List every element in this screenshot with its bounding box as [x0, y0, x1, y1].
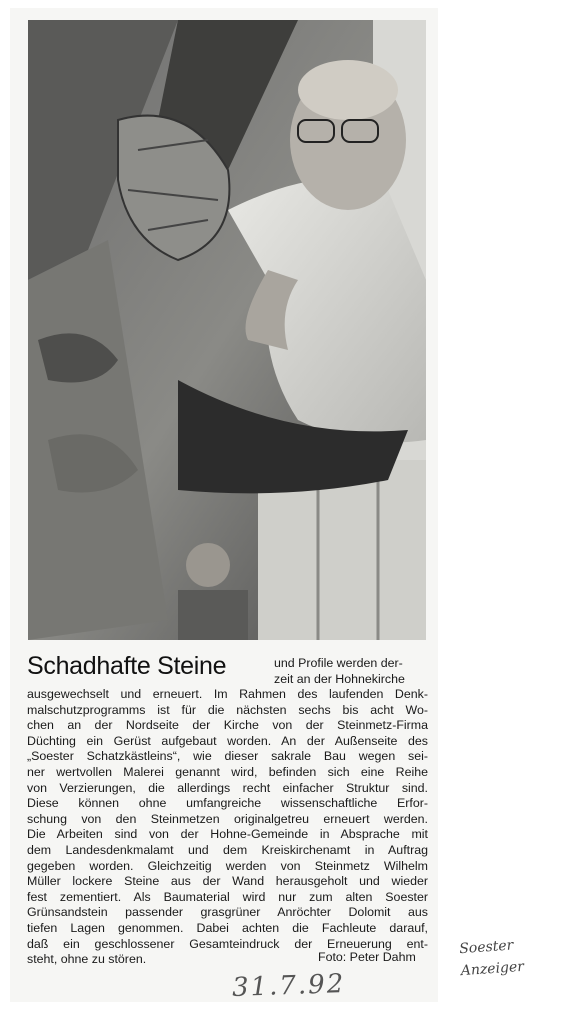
body-line: fest zementiert. Als Baumaterial wird nur zum alten Soester: [27, 889, 428, 904]
body-line: Diese können ohne umfangreiche wissenschaftliche Erfor-: [27, 796, 428, 811]
body-line: daß ein geschlossener Gesamteindruck der Erneuerung ent-: [27, 936, 428, 951]
body-line: ausgewechselt und erneuert. Im Rahmen des laufenden Denk-: [27, 687, 428, 701]
body-line: „Soester Schatzkästleins“, wie dieser sakrale Bau wegen sei-: [27, 749, 428, 764]
body-line: Düchting ein Gerüst aufgebaut worden. An der Außenseite des: [27, 733, 428, 748]
body-line: Müller lockere Steine aus der Wand herausgeholt und wieder: [27, 874, 428, 889]
body-line: tiefen Lagen genommen. Dabei achten die Fachleute darauf,: [27, 920, 428, 935]
body-line: schung von den Steinmetzen originalgetreu erneuert werden.: [27, 811, 428, 826]
source-line: Anzeiger: [460, 958, 525, 980]
article-body: [27, 687, 428, 968]
body-line: malschutzprogramms ist für die nächsten sechs bis acht Wo-: [27, 702, 428, 717]
body-line: Die Arbeiten sind von der Hohne-Gemeinde in Absprache mit: [27, 827, 428, 842]
lead-text: [274, 656, 428, 687]
source-line: Soester: [458, 937, 514, 958]
photo-credit: Foto: Peter Dahm: [318, 950, 416, 964]
body-line: Grünsandstein passender grasgrüner Anröchter Dolomit aus: [27, 905, 428, 920]
lead-line: zeit an der Hohnekirche: [274, 671, 405, 686]
body-line: ner wertvollen Malerei genannt wird, befinden sich eine Reihe: [27, 764, 428, 779]
body-line: von Verzierungen, die allerdings recht einfacher Struktur sind.: [27, 780, 428, 795]
handwritten-date: 31.7.92: [231, 969, 346, 1003]
article-headline: Schadhafte Steine: [27, 652, 227, 680]
body-line: steht, ohne zu stören.: [27, 952, 147, 967]
stonemason-photo: [28, 20, 426, 640]
body-line: chen an der Nordseite der Kirche von der Steinmetz-Firma: [27, 718, 428, 733]
article-photo: [28, 20, 426, 640]
lead-line: und Profile werden der-: [274, 656, 403, 670]
body-line: gegeben worden. Gleichzeitig werden von Steinmetz Wilhelm: [27, 858, 428, 873]
body-line: dem Landesdenkmalamt und dem Kreiskirchenamt in Auftrag: [27, 842, 428, 857]
handwritten-source: [459, 934, 525, 982]
